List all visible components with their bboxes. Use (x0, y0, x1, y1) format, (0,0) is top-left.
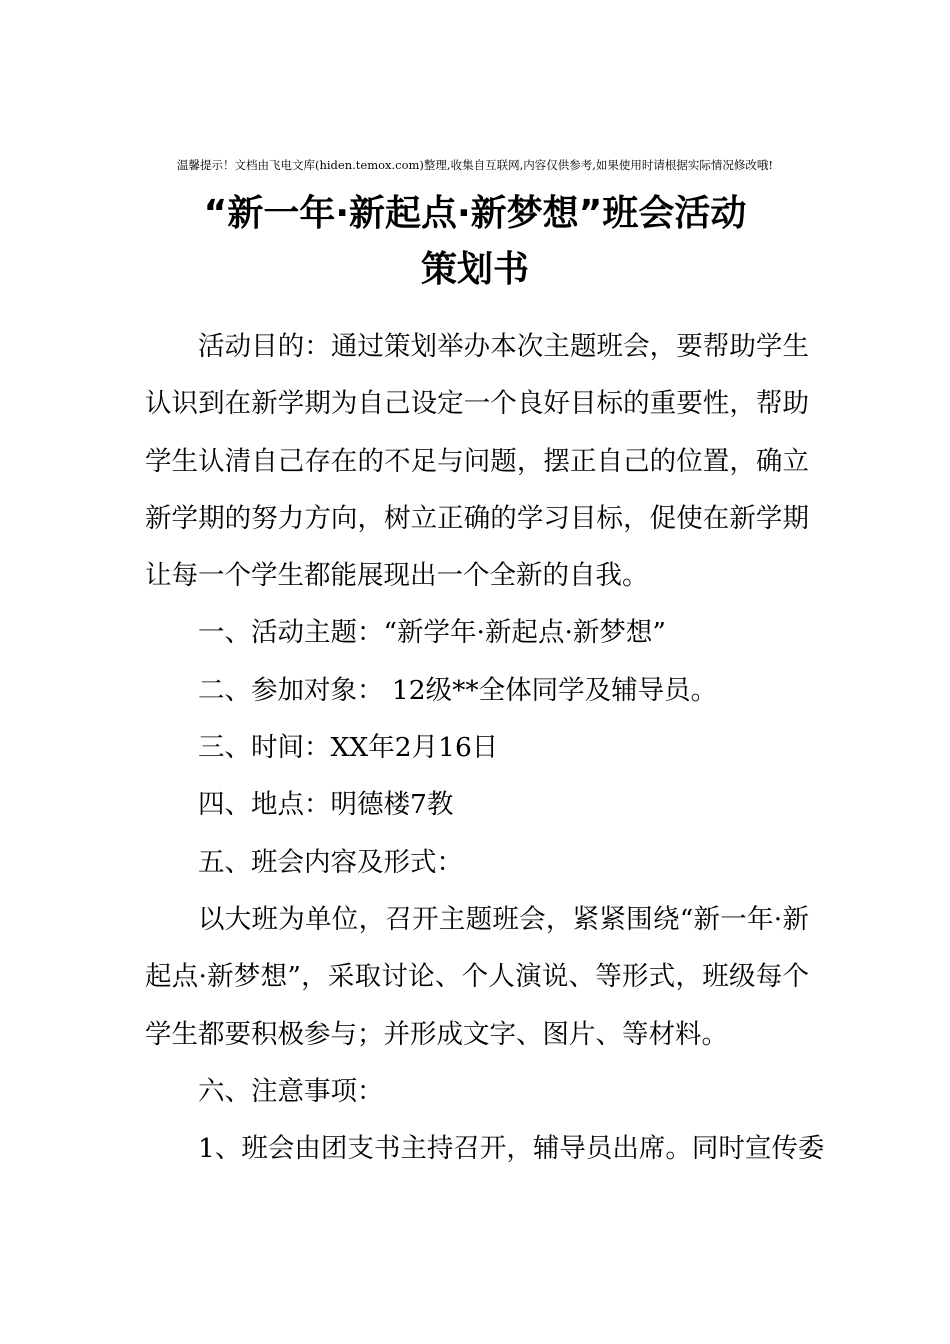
paragraph-theme: 一、活动主题：“新学年·新起点·新梦想” (198, 617, 666, 649)
paragraph-participants: 二、参加对象： 12级**全体同学及辅导员。 (198, 674, 718, 706)
title-line-2: 策划书 (420, 249, 529, 290)
paragraph-location: 四、地点：明德楼7教 (198, 789, 454, 821)
paragraph-purpose: 活动目的：通过策划举办本次主题班会，要帮助学生认识到在新学期为自己设定一个良好目标的重要性，帮助学生认清自己存在的不足与问题，摆正自己的位置，确立新学期的努力方向，树立正确的学习目标，促使在新学期让每一个学生都能展现出一个全新的自我。 (145, 331, 809, 592)
paragraph-notes-heading: 六、注意事项： (198, 1075, 384, 1107)
paragraph-note-1: 1、班会由团支书主持召开，辅导员出席。同时宣传委 (198, 1133, 825, 1165)
header-notice: 温馨提示！文档由飞电文库(hiden.temox.com)整理,收集自互联网,内容仅供参考,如果使用时请根据实际情况修改哦! (176, 158, 774, 172)
document-title (140, 186, 810, 298)
document-body (145, 318, 825, 1177)
paragraph-content-heading: 五、班会内容及形式： (198, 846, 463, 878)
title-line-1: “新一年·新起点·新梦想”班会活动 (203, 193, 747, 234)
paragraph-time: 三、时间：XX年2月16日 (198, 732, 499, 764)
paragraph-content: 以大班为单位，召开主题班会，紧紧围绕“新一年·新起点·新梦想”，采取讨论、个人演说、等形式，班级每个学生都要积极参与；并形成文字、图片、等材料。 (145, 903, 809, 1050)
